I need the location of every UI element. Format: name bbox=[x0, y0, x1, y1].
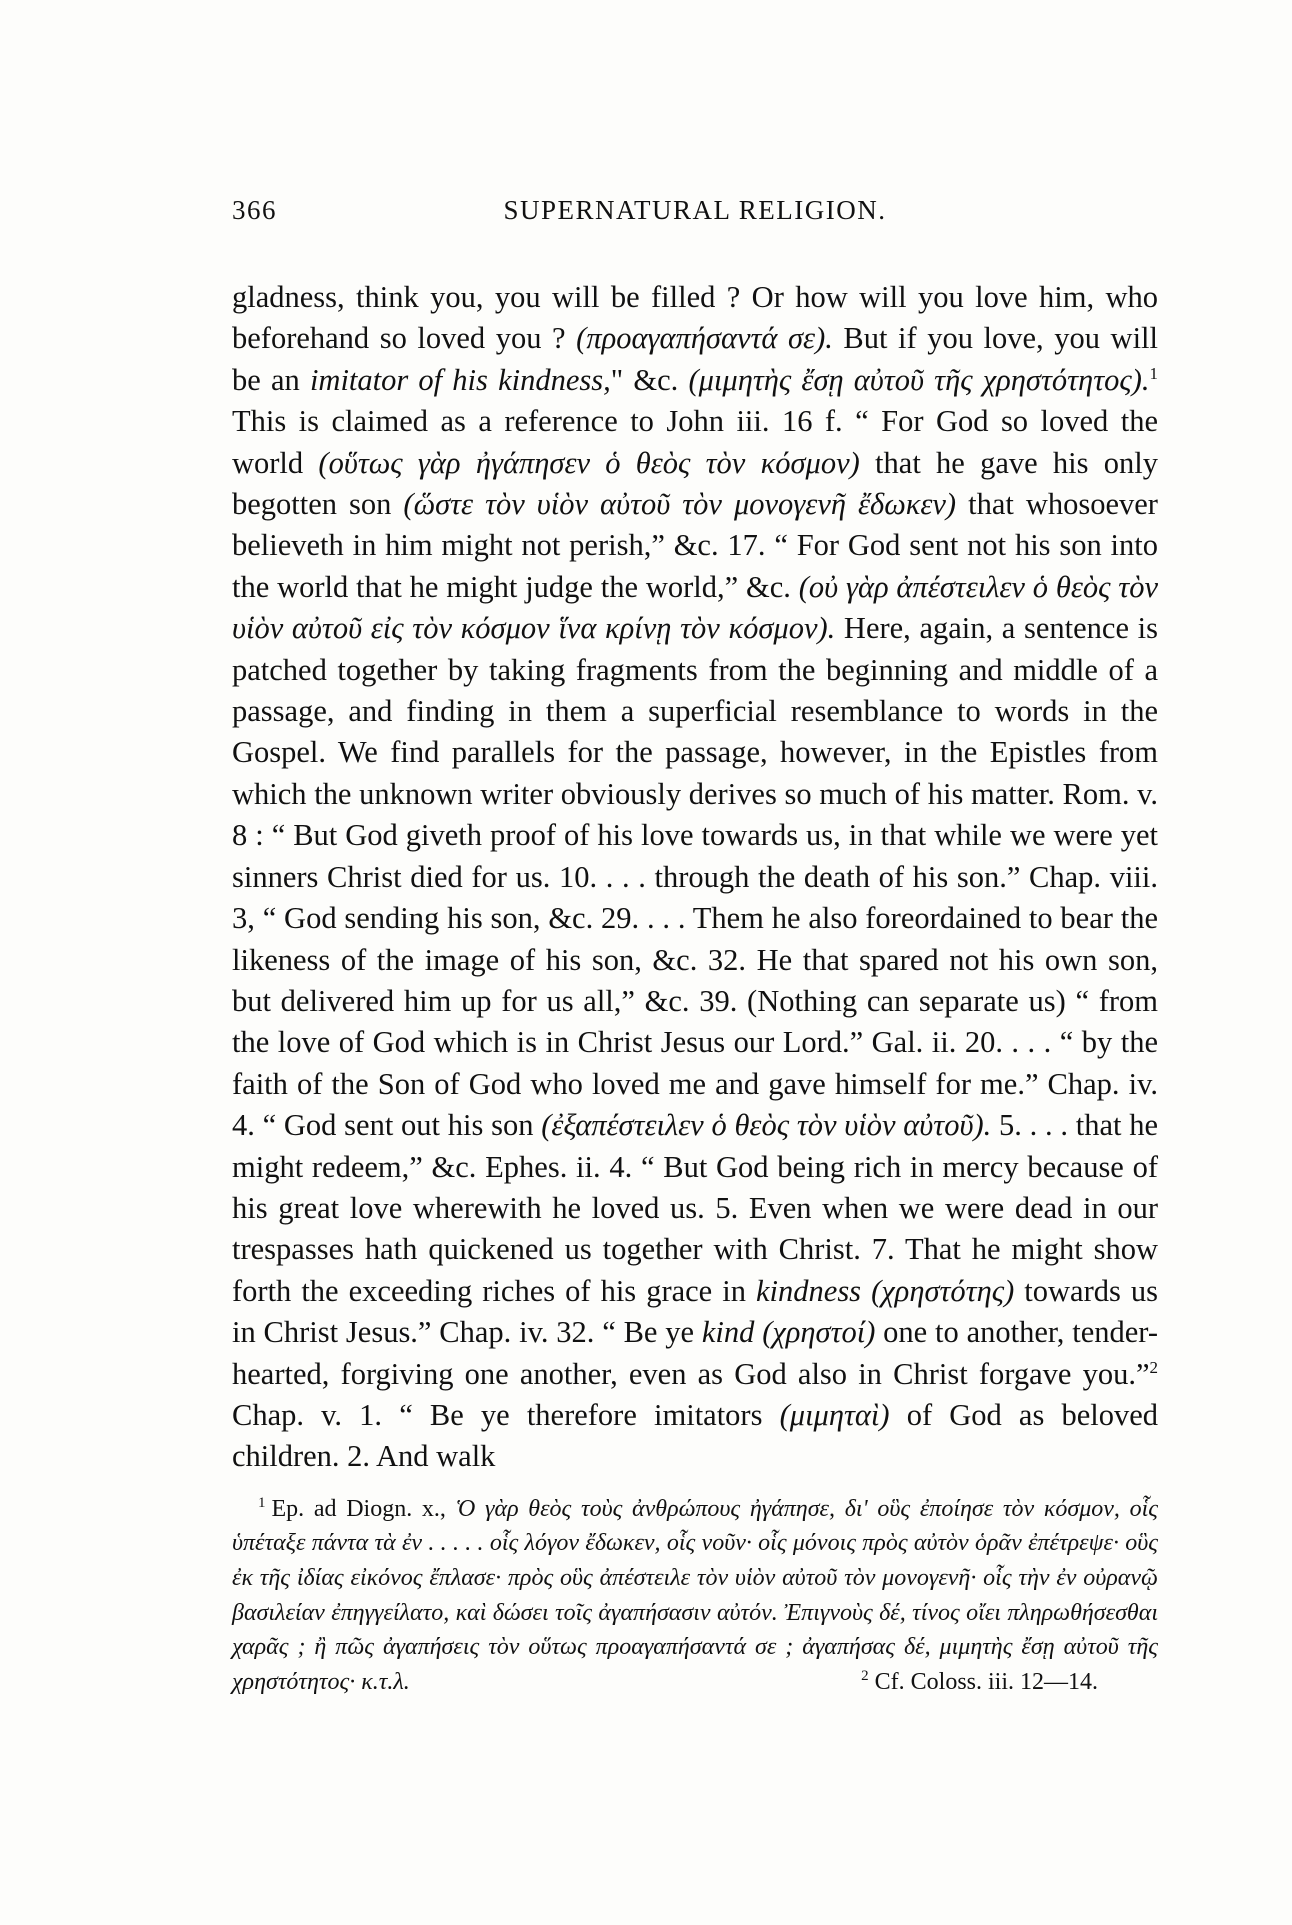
footnote-text: Cf. Coloss. iii. 12—14. bbox=[874, 1668, 1098, 1695]
text-run: Here, again, a sentence is patched together by taking fragments from the beginning and middle of a passage, and finding in them a superficial resemblance to words in the Gospel. We find parallels for the passage, however, in the Epistles from which the unknown writer obviously derives so much of his matter. Rom. v. 8 : “ But God giveth proof of his love towards us, in that while we were yet sinners Christ died for us. 10. . . . through the death of his son.” Chap. viii. 3, “ God sending his son, &c. 29. . . . Them he also foreordained to bear the likeness of the image of his son, &c. 32. He that spared not his own son, but delivered him up for us all,” &c. 39. (Nothing can separate us) “ from the love of God which is in Christ Jesus our Lord.” Gal. ii. 20. . . . “ by the faith of the Son of God who loved me and gave himself for me.” Chap. iv. 4. “ God sent out his son bbox=[232, 611, 1158, 1143]
text-run: that he gave his only begotten son bbox=[232, 445, 1158, 522]
greek-text: (χρηστοί) bbox=[762, 1315, 876, 1350]
footnote-text: Ep. ad Diogn. x., bbox=[271, 1495, 456, 1522]
footnote-number: 2 bbox=[861, 1667, 869, 1684]
footnote-ref[interactable]: 2 bbox=[1149, 1357, 1158, 1377]
text-run: that whosoever believeth in him might not perish,” &c. 17. “ For God sent not his son into the world that he might judge the world,” &c. bbox=[232, 487, 1158, 604]
text-run: towards us in Christ Jesus.” Chap. iv. 32. “ Be ye bbox=[232, 1273, 1159, 1350]
italic-text: kind bbox=[701, 1315, 755, 1350]
footnote-ref[interactable]: 1 bbox=[1149, 363, 1159, 383]
text-run: gladness, think you, you will be filled ? Or how will you love him, who beforehand so loved you ? bbox=[232, 280, 1158, 356]
footnote-2 bbox=[835, 1665, 1158, 1700]
text-run: This is claimed as a reference to John iii. 16 f. “ For God so loved the world bbox=[232, 404, 1158, 480]
greek-text: (οὐ γὰρ ἀπέστειλεν ὁ θεὸς τὸν υἱὸν αὐτοῦ εἰς τὸν κόσμον ἵνα κρίνῃ τὸν κόσμον). bbox=[232, 569, 1158, 646]
italic-text: imitator of his kindness, bbox=[309, 362, 611, 397]
greek-text: (χρηστότης) bbox=[871, 1273, 1015, 1308]
text-run: 5. . . . that he might redeem,” &c. Ephes. ii. 4. “ But God being rich in mercy because of his great love wherewith he loved us. 5. Even when we were dead in our trespasses hath quickened us together with Christ. 7. That he might show forth the exceeding riches of his grace in bbox=[232, 1108, 1158, 1308]
greek-text: (μιμητὴς ἔσῃ αὐτοῦ τῆς χρηστότητος). bbox=[688, 362, 1150, 397]
footnote-1 bbox=[232, 1492, 1158, 1700]
main-text bbox=[232, 277, 1158, 1478]
footnote-greek: Ὁ γὰρ θεὸς τοὺς ἀνθρώπους ἠγάπησε, δι' οὓς ἐποίησε τὸν κόσμον, οἷς ὑπέταξε πάντα τὰ ἐν . . . . . οἷς λόγον ἔδωκεν, οἷς νοῦν· οἷς μόνοις πρὸς αὐτὸν ὁρᾶν ἐπέτρεψε· οὓς ἐκ τῆς ἰδίας εἰκόνος ἔπλασε· πρὸς οὓς ἀπέστειλε τὸν υἱὸν αὐτοῦ τὸν μονογενῆ· οἷς τὴν ἐν οὐρανῷ βασιλείαν ἐπηγγείλατο, καὶ δώσει τοῖς ἀγαπήσασιν αὐτόν. Ἐπιγνοὺς δέ, τίνος οἴει πληρωθήσεσθαι χαρᾶς ; ἢ πῶς ἀγαπήσεις τὸν οὕτως προαγαπήσαντά σε ; ἀγαπήσας δέ, μιμητὴς ἔσῃ αὐτοῦ τῆς χρηστότητος· κ.τ.λ. bbox=[232, 1495, 1159, 1695]
italic-text: kindness bbox=[756, 1273, 862, 1308]
footnotes bbox=[232, 1492, 1158, 1700]
greek-text: (ἐξαπέστειλεν ὁ θεὸς τὸν υἱὸν αὐτοῦ). bbox=[541, 1108, 992, 1143]
page-number: 366 bbox=[232, 195, 277, 225]
running-head bbox=[232, 195, 1158, 235]
body-paragraph bbox=[232, 277, 1158, 1478]
footnote-number: 1 bbox=[258, 1494, 266, 1511]
greek-text: (οὕτως γὰρ ἠγάπησεν ὁ θεὸς τὸν κόσμον) bbox=[318, 445, 860, 480]
running-title: SUPERNATURAL RELIGION. bbox=[503, 195, 887, 225]
text-run: of God as beloved children. 2. And walk bbox=[232, 1397, 1158, 1474]
text-run: Chap. v. 1. “ Be ye therefore imitators bbox=[232, 1397, 780, 1432]
greek-text: (προαγαπήσαντά σε). bbox=[576, 321, 833, 356]
book-page bbox=[232, 195, 1158, 1699]
text-run: But if you love, you will be an bbox=[232, 321, 1159, 397]
greek-text: (μιμηταὶ) bbox=[779, 1397, 890, 1432]
text-run: " &c. bbox=[610, 362, 689, 397]
text-run: one to another, tender-hearted, forgiving one another, even as God also in Christ forgave you.” bbox=[232, 1315, 1158, 1391]
greek-text: (ὥστε τὸν υἱὸν αὐτοῦ τὸν μονογενῆ ἔδωκεν) bbox=[403, 487, 957, 522]
